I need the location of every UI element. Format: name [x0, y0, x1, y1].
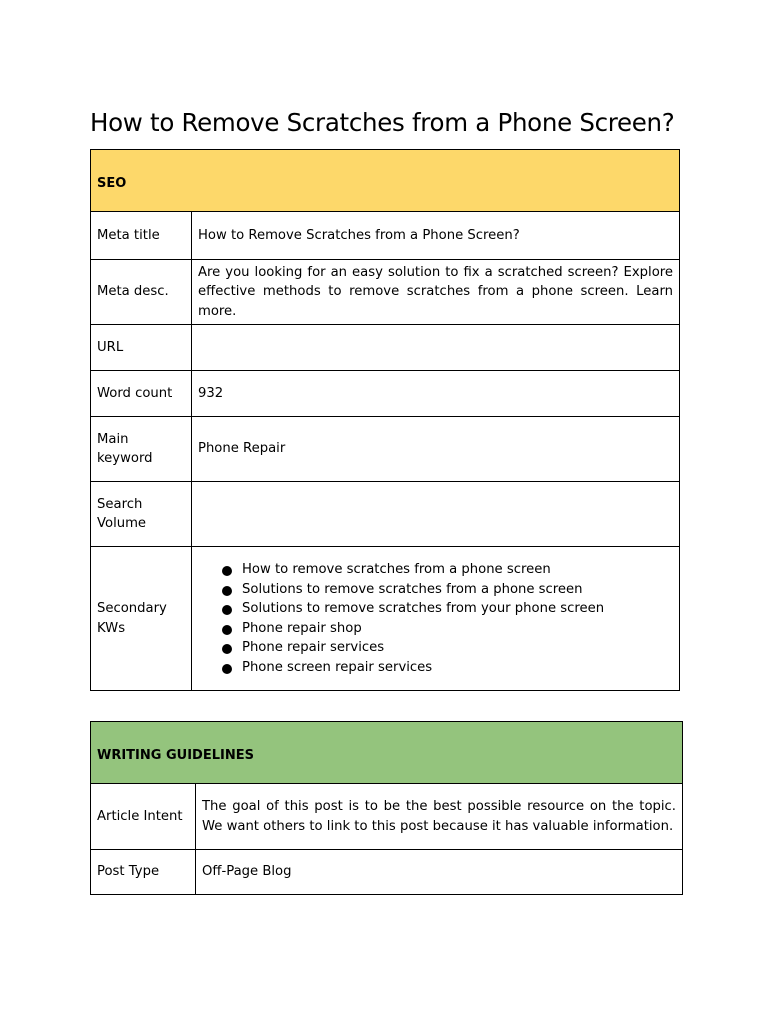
meta-desc-label: Meta desc.: [91, 260, 192, 325]
post-type-label: Post Type: [91, 850, 196, 895]
post-type-value: Off-Page Blog: [196, 850, 683, 895]
url-value: [192, 325, 680, 371]
list-item: [220, 638, 673, 658]
list-item: [220, 599, 673, 619]
keyword-text: Solutions to remove scratches from your phone screen: [242, 601, 605, 616]
bullet-icon: [222, 625, 232, 635]
url-label: URL: [91, 325, 192, 371]
secondary-kws-value: [192, 547, 680, 691]
keyword-text: Phone screen repair services: [242, 659, 433, 675]
table-row: [91, 212, 680, 260]
article-intent-value: The goal of this post is to be the best possible resource on the topic. We want others to link to this post because it has valuable information.: [196, 784, 683, 850]
seo-header-row: [91, 150, 680, 212]
table-row: [91, 850, 683, 895]
keyword-text: Phone repair services: [242, 640, 385, 655]
list-item: [220, 658, 673, 678]
bullet-icon: [222, 644, 232, 654]
table-row: [91, 547, 680, 691]
writing-guidelines-header: WRITING GUIDELINES: [91, 722, 683, 784]
bullet-icon: [222, 605, 232, 615]
list-item: [220, 619, 673, 639]
list-item: [220, 560, 673, 580]
secondary-kws-label: Secondary KWs: [91, 547, 192, 691]
seo-table: [90, 149, 680, 691]
table-row: [91, 325, 680, 371]
main-keyword-label: Main keyword: [91, 417, 192, 482]
search-volume-label: Search Volume: [91, 482, 192, 547]
word-count-value: 932: [192, 371, 680, 417]
word-count-label: Word count: [91, 371, 192, 417]
article-intent-label: Article Intent: [91, 784, 196, 850]
main-keyword-value: Phone Repair: [192, 417, 680, 482]
search-volume-value: [192, 482, 680, 547]
table-row: [91, 371, 680, 417]
bullet-icon: [222, 566, 232, 576]
keyword-text: Solutions to remove scratches from a phone screen: [242, 581, 583, 597]
meta-title-value: How to Remove Scratches from a Phone Screen?: [192, 212, 680, 260]
table-row: [91, 260, 680, 325]
keyword-text: How to remove scratches from a phone screen: [242, 562, 551, 577]
bullet-icon: [222, 586, 232, 596]
table-row: [91, 417, 680, 482]
table-row: [91, 784, 683, 850]
meta-title-label: Meta title: [91, 212, 192, 260]
meta-desc-value: Are you looking for an easy solution to fix a scratched screen? Explore effective methods to remove scratches from a phone screen. Learn more.: [192, 260, 680, 325]
list-item: [220, 580, 673, 600]
writing-guidelines-table: [90, 721, 683, 895]
writing-guidelines-header-row: [91, 722, 683, 784]
secondary-keywords-list: [198, 560, 673, 677]
seo-header: SEO: [91, 150, 680, 212]
keyword-text: Phone repair shop: [242, 620, 362, 636]
document-title: How to Remove Scratches from a Phone Screen?: [90, 108, 675, 137]
bullet-icon: [222, 664, 232, 674]
table-row: [91, 482, 680, 547]
